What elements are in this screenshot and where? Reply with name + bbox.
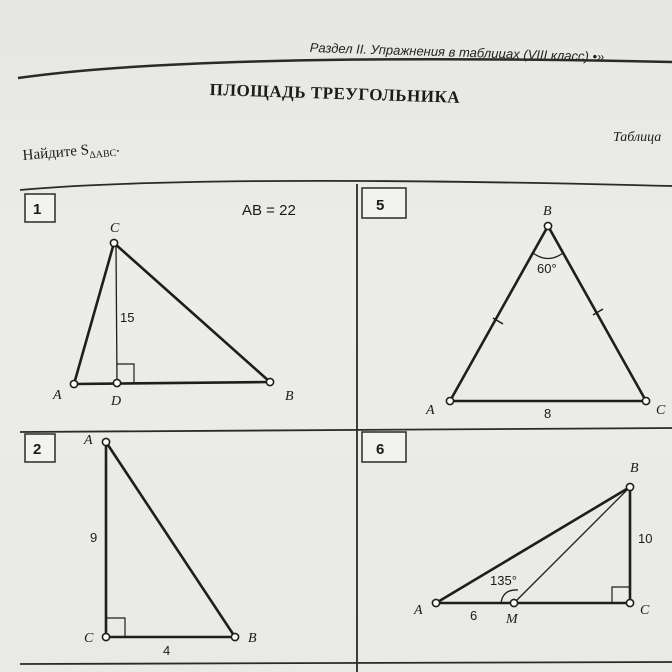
problem-5 [362,188,666,421]
p5-point-b [544,222,551,229]
problem-2 [25,433,257,658]
p6-point-c [626,599,633,606]
p2-label-a: A [84,433,93,448]
p1-height-cd [116,245,117,383]
p2-label-c: C [84,631,94,646]
p6-label-b: B [630,461,639,476]
p1-height-value: 15 [120,310,135,325]
page-title: ПЛОЩАДЬ ТРЕУГОЛЬНИКА [209,80,461,107]
problem-6-number: 6 [376,441,385,458]
p1-side-cb [114,243,270,382]
p1-label-a: A [53,388,62,403]
p2-ac-value: 9 [90,530,98,545]
p5-label-a: A [426,403,435,418]
p6-label-a: A [414,603,423,618]
p1-point-b [266,378,273,385]
grid-line-top [20,181,672,190]
problem-5-number: 5 [376,197,385,214]
p2-cb-value: 4 [163,643,171,658]
p6-point-m [510,599,517,606]
p1-point-d [113,379,120,386]
p2-point-a [102,438,109,445]
p5-point-c [642,397,649,404]
problem-6 [362,432,652,627]
p6-label-c: C [640,603,650,618]
p5-label-b: B [543,204,552,219]
p6-point-b [626,483,633,490]
p1-label-d: D [111,394,122,409]
p2-side-ab [106,442,235,637]
table-grid [20,181,672,672]
p1-side-ac [74,243,114,384]
table-label: Таблица [613,130,662,145]
grid-line-middle [20,428,672,432]
p6-side-ab [436,487,630,603]
p5-angle-arc [533,253,563,259]
p2-point-c [102,633,109,640]
p5-side-ab [450,226,548,401]
p2-label-b: B [248,631,257,646]
prompt-text: Найдите S [22,142,90,164]
p1-point-a [70,380,77,387]
prompt-subscript: ΔABC [88,147,117,162]
p6-am-value: 6 [470,608,478,623]
p2-point-b [231,633,238,640]
p5-point-a [446,397,453,404]
p6-label-m: M [506,612,518,627]
header-rule [18,59,672,78]
problem-2-number: 2 [33,441,42,458]
problem-1-number: 1 [33,201,42,218]
p5-angle-value: 60° [537,261,557,276]
problem-1-condition: AB = 22 [242,202,296,219]
problem-1 [25,194,296,409]
p1-label-c: C [110,221,120,236]
p1-point-c [110,239,117,246]
p5-label-c: C [656,403,666,418]
p1-label-b: B [285,389,294,404]
p5-ac-value: 8 [544,406,552,421]
p6-point-a [432,599,439,606]
grid-line-bottom [20,662,672,664]
p1-side-ab [74,382,270,384]
p6-bc-value: 10 [638,531,653,546]
section-header: Раздел II. Упражнения в таблицах (VIII класс) •» [309,40,605,65]
p6-angle-value: 135° [490,573,517,588]
prompt-tail: . [115,139,121,156]
